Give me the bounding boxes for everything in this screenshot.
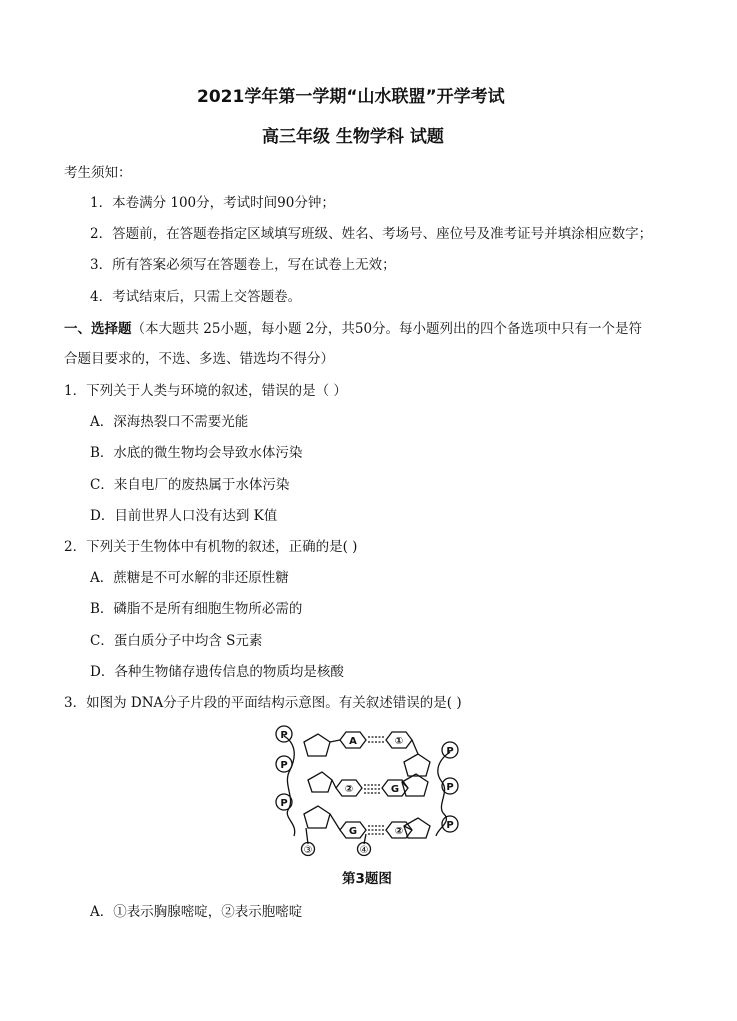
question-1-stem: 1．下列关于人类与环境的叙述，错误的是（ ） (64, 383, 347, 399)
question-1-option: D．目前世界人口没有达到 K值 (90, 508, 278, 524)
base-label: ② (394, 826, 404, 837)
base-label: A (349, 736, 357, 747)
base-label: G (390, 784, 400, 795)
figure-caption: 第3题图 (342, 871, 392, 887)
marker-label: ④ (359, 845, 369, 856)
question-2-option: A．蔗糖是不可水解的非还原性糖 (90, 570, 289, 586)
question-1-option: B．水底的微生物均会导致水体污染 (90, 445, 303, 461)
section-label: 一、选择题 (64, 321, 132, 337)
question-1-option: C．来自电厂的废热属于水体污染 (90, 477, 290, 493)
phosphate-label: P (446, 782, 454, 793)
phosphate-label: P (280, 760, 288, 771)
notice-item: 2．答题前，在答题卷指定区域填写班级、姓名、考场号、座位号及准考证号并填涂相应数字； (90, 226, 653, 242)
notice-item: 3．所有答案必须写在答题卷上，写在试卷上无效； (90, 257, 396, 273)
question-2-option: C．蛋白质分子中均含 S元素 (90, 633, 263, 649)
exam-subtitle: 高三年级 生物学科 试题 (262, 127, 444, 147)
phosphate-label: P (446, 746, 454, 757)
question-3-stem: 3．如图为 DNA分子片段的平面结构示意图。有关叙述错误的是( ) (64, 695, 462, 711)
phosphate-label: P (446, 820, 454, 831)
phosphate-label: P (280, 730, 288, 741)
marker-label: ③ (303, 845, 313, 856)
base-label: ① (394, 736, 404, 747)
question-3-option: A．①表示胸腺嘧啶，②表示胞嘧啶 (90, 904, 303, 920)
section-desc-cont: 合题目要求的，不选、多选、错选均不得分） (64, 351, 334, 367)
notice-item: 4．考试结束后，只需上交答题卷。 (90, 289, 302, 305)
dna-structure-diagram (268, 718, 464, 858)
question-2-option: B．磷脂不是所有细胞生物所必需的 (90, 601, 303, 617)
section-desc: （本大题共 25小题，每小题 2分，共50分。每小题列出的四个备选项中只有一个是符 (131, 321, 643, 337)
question-2-stem: 2．下列关于生物体中有机物的叙述，正确的是( ) (64, 539, 358, 555)
notice-item: 1．本卷满分 100分，考试时间90分钟； (90, 195, 335, 211)
phosphate-label: P (280, 798, 288, 809)
base-label: ② (344, 784, 354, 795)
notice-heading: 考生须知： (64, 165, 132, 181)
section-intro (64, 320, 642, 338)
base-label: G (348, 826, 358, 837)
question-2-option: D．各种生物储存遗传信息的物质均是核酸 (90, 664, 344, 680)
exam-title: 2021学年第一学期“山水联盟”开学考试 (197, 87, 505, 107)
question-1-option: A．深海热裂口不需要光能 (90, 414, 249, 430)
